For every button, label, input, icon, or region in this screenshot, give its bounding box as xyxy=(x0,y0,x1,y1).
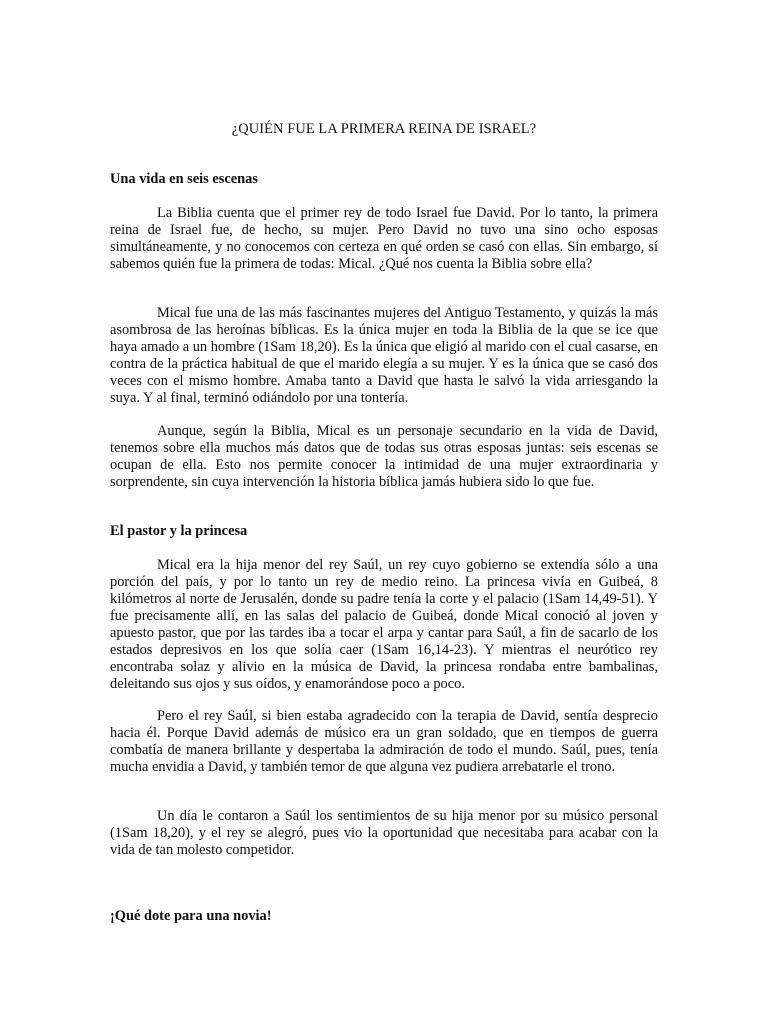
section-heading-el-pastor: El pastor y la princesa xyxy=(110,523,248,539)
paragraph: Un día le contaron a Saúl los sentimientos de su hija menor por su músico personal (1Sam 18,20), y el rey se alegró, pues vio la oportunidad que necesitaba para acabar con la vida de tan molesto competidor. xyxy=(110,808,658,858)
paragraph: Aunque, según la Biblia, Mical es un personaje secundario en la vida de David, tenemos sobre ella muchos más datos que de todas sus otras esposas juntas: seis escenas se ocupan de ella. Esto nos permite conocer la intimidad de una mujer extraordinaria y sorprendente, sin cuya intervención la historia bíblica jamás hubiera sido lo que fue. xyxy=(110,423,658,490)
paragraph: Mical era la hija menor del rey Saúl, un rey cuyo gobierno se extendía sólo a una porción del país, y por lo tanto un rey de medio reino. La princesa vivía en Guibeá, 8 kilómetros al norte de Jerusalén, donde su padre tenía la corte y el palacio (1Sam 14,49-51). Y fue precisamente allí, en las salas del palacio de Guibeá, donde Mical conoció al joven y apuesto pastor, que por las tardes iba a tocar el arpa y cantar para Saúl, a fin de sacarlo de los estados depresivos en los que solía caer (1Sam 16,14-23). Y mientras el neurótico rey encontraba solaz y alivio en la música de David, la princesa rondaba entre bambalinas, deleitando sus ojos y sus oídos, y enamorándose poco a poco. xyxy=(110,557,658,692)
section-heading-una-vida: Una vida en seis escenas xyxy=(110,171,258,187)
document-title: ¿QUIÉN FUE LA PRIMERA REINA DE ISRAEL? xyxy=(231,121,537,137)
paragraph: La Biblia cuenta que el primer rey de todo Israel fue David. Por lo tanto, la primera reina de Israel fue, de hecho, su mujer. Pero David no tuvo una sino ocho esposas simultáneamente, y no conocemos con certeza en qué orden se casó con ellas. Sin embargo, sí sabemos quién fue la primera de todas: Mical. ¿Qué nos cuenta la Biblia sobre ella? xyxy=(110,205,658,272)
section-heading-que-dote: ¡Qué dote para una novia! xyxy=(110,908,272,924)
paragraph: Pero el rey Saúl, si bien estaba agradecido con la terapia de David, sentía desprecio hacia él. Porque David además de músico era un gran soldado, que en tiempos de guerra combatía de manera brillante y despertaba la admiración de todo el mundo. Saúl, pues, tenía mucha envidia a David, y también temor de que alguna vez pudiera arrebatarle el trono. xyxy=(110,708,658,775)
paragraph: Mical fue una de las más fascinantes mujeres del Antiguo Testamento, y quizás la más asombrosa de las heroínas bíblicas. Es la única mujer en toda la Biblia de la que se ice que haya amado a un hombre (1Sam 18,20). Es la única que eligió al marido con el cual casarse, en contra de la práctica habitual de que el marido elegía a su mujer. Y es la única que se casó dos veces con el mismo hombre. Amaba tanto a David que hasta le salvó la vida arriesgando la suya. Y al final, terminó odiándolo por una tontería. xyxy=(110,305,658,406)
